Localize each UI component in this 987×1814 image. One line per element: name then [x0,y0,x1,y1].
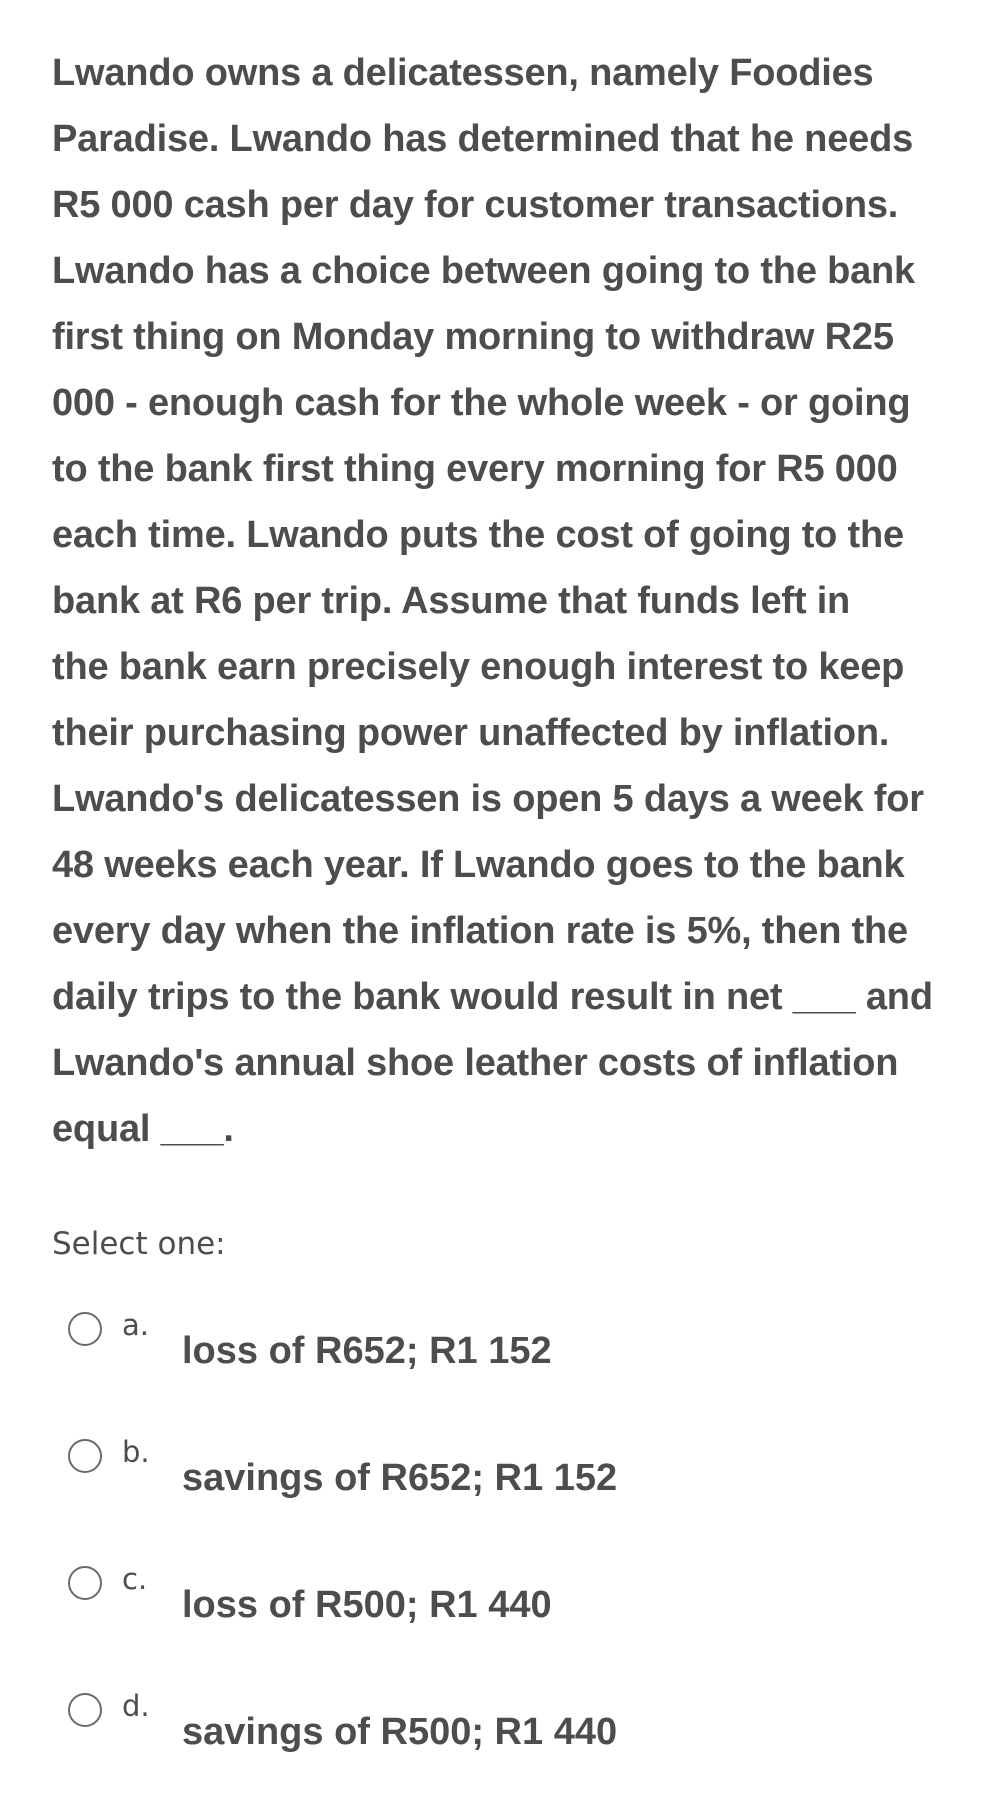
option-text[interactable]: loss of R500; R1 440 [182,1584,552,1626]
option-letter: a. [122,1308,149,1342]
question-line: Lwando's delicatessen is open 5 days a week for [52,778,924,820]
question-line: their purchasing power unaffected by inflation. [52,712,890,754]
question-line: Paradise. Lwando has determined that he needs [52,118,914,160]
question-line: daily trips to the bank would result in net ___ and [52,976,933,1018]
option-a[interactable] [62,1308,942,1412]
question-line: to the bank first thing every morning for R5 000 [52,448,898,490]
radio-b[interactable] [68,1439,102,1473]
option-d[interactable] [62,1689,942,1793]
option-letter: c. [122,1562,148,1596]
question-line: Lwando owns a delicatessen, namely Foodies [52,52,874,94]
radio-c[interactable] [68,1566,102,1600]
radio-a[interactable] [68,1312,102,1346]
question-line: Lwando's annual shoe leather costs of inflation [52,1042,899,1084]
question-line: Lwando has a choice between going to the bank [52,250,915,292]
option-letter: b. [122,1435,150,1469]
question-line: equal ___. [52,1108,234,1150]
option-text[interactable]: savings of R652; R1 152 [182,1457,618,1499]
question-line: bank at R6 per trip. Assume that funds left in [52,580,851,622]
question-line: 000 - enough cash for the whole week - or going [52,382,911,424]
question-line: first thing on Monday morning to withdraw R25 [52,316,894,358]
select-one-prompt: Select one: [52,1226,226,1262]
option-b[interactable] [62,1435,942,1539]
question-line: every day when the inflation rate is 5%, then the [52,910,908,952]
radio-d[interactable] [68,1693,102,1727]
option-text[interactable]: savings of R500; R1 440 [182,1711,618,1753]
question-line: R5 000 cash per day for customer transactions. [52,184,899,226]
question-line: the bank earn precisely enough interest to keep [52,646,905,688]
question-text [52,40,972,1162]
question-line: each time. Lwando puts the cost of going to the [52,514,904,556]
option-c[interactable] [62,1562,942,1666]
question-line: 48 weeks each year. If Lwando goes to the bank [52,844,905,886]
option-letter: d. [122,1689,150,1723]
option-text[interactable]: loss of R652; R1 152 [182,1330,552,1372]
